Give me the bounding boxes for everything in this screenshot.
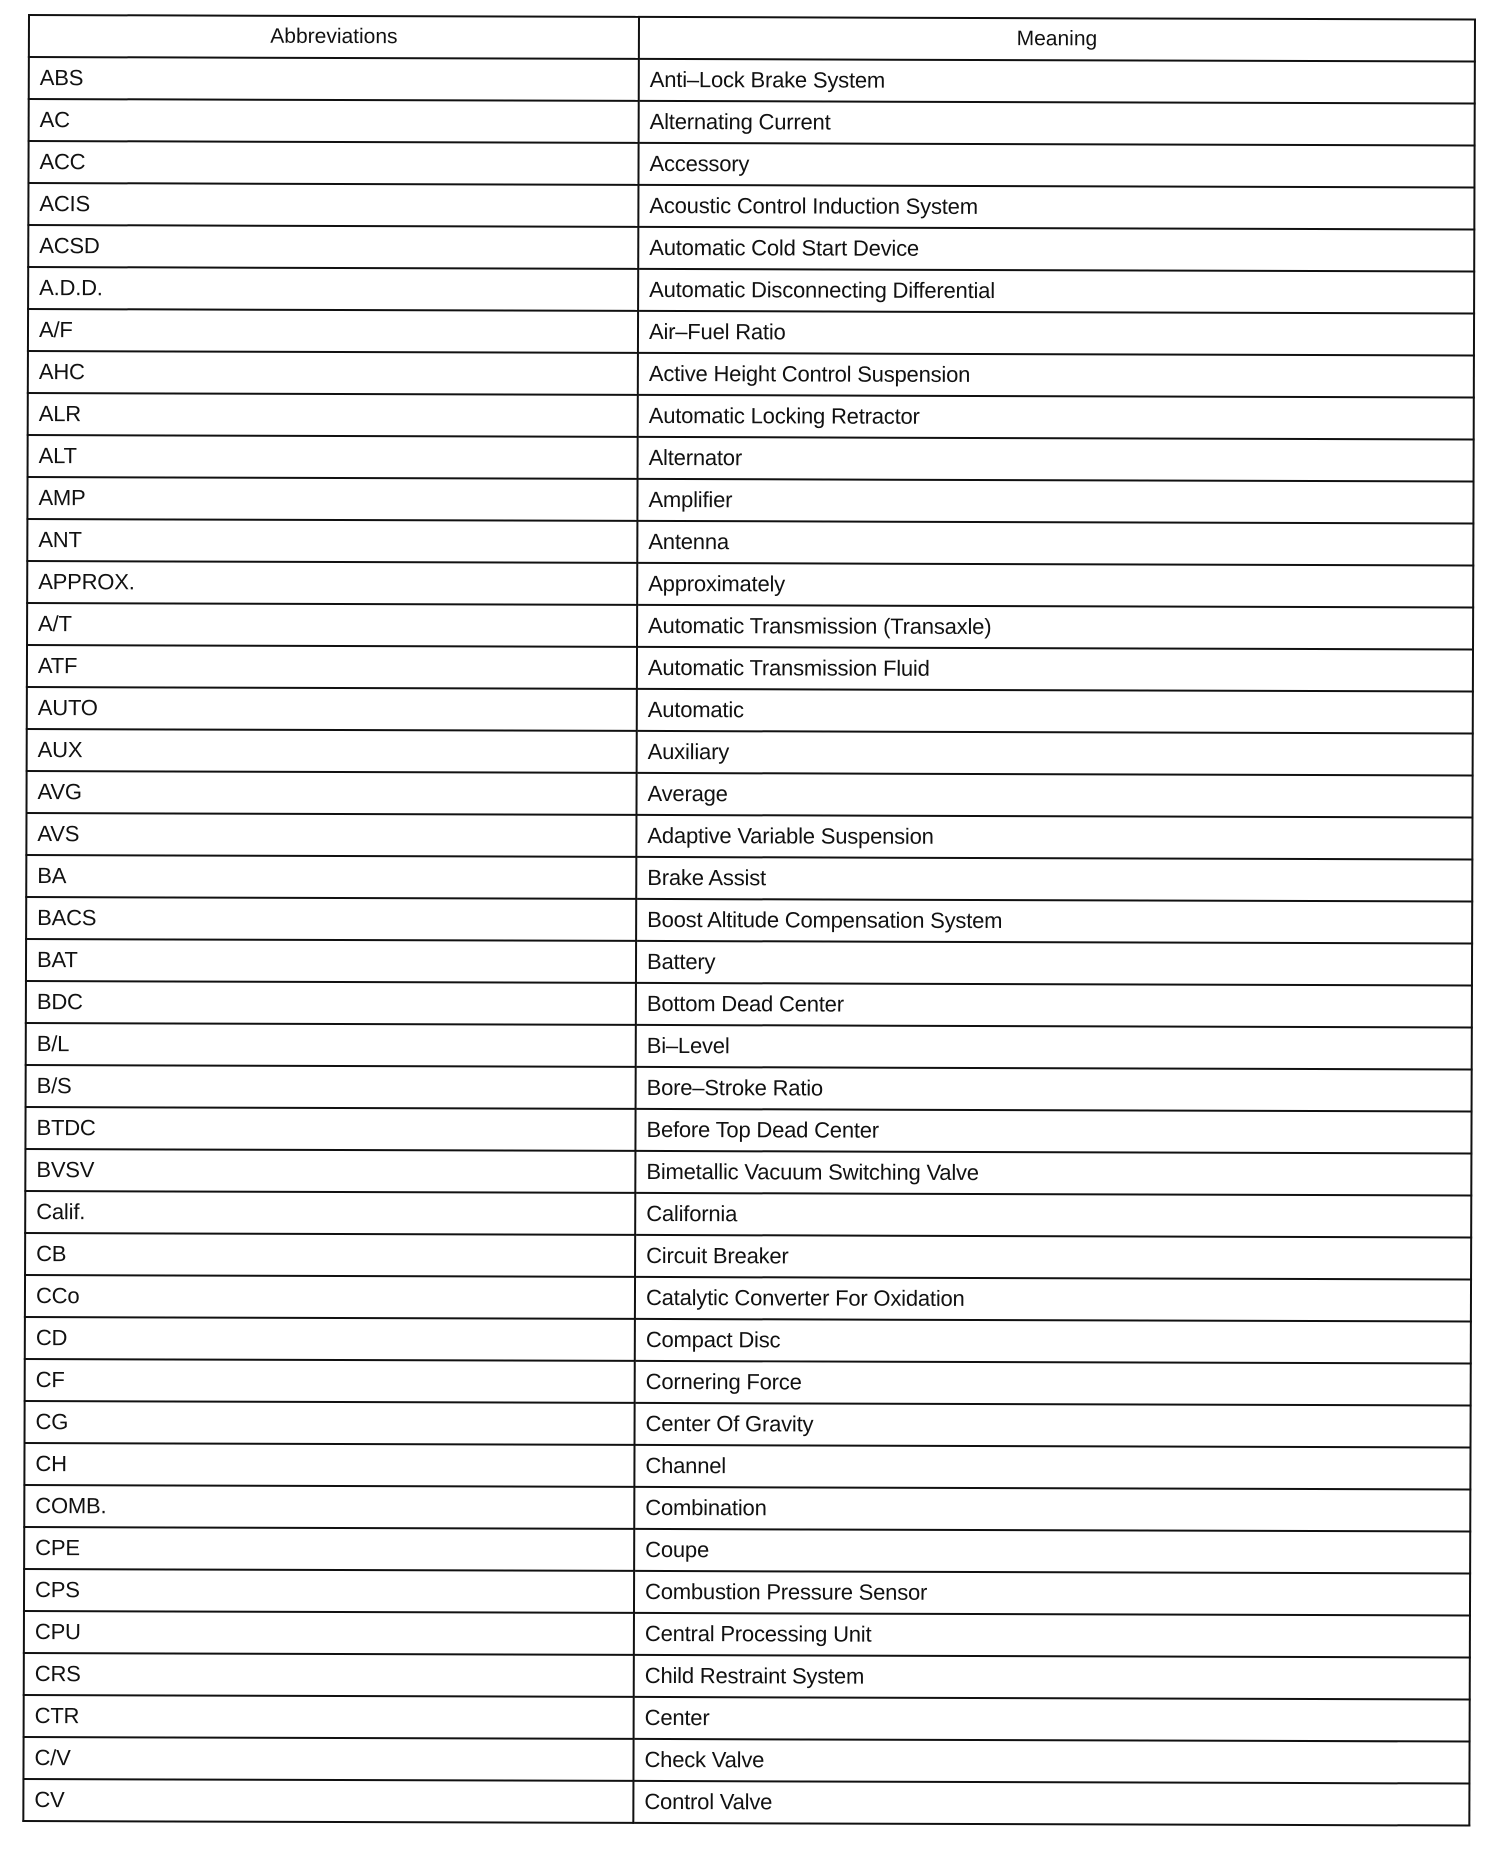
abbreviation-cell: CPU [24,1611,634,1655]
meaning-cell: Control Valve [633,1781,1469,1826]
table-row [27,561,1473,608]
abbreviation-cell: CTR [24,1695,634,1739]
meaning-cell: Center Of Gravity [635,1403,1471,1448]
table-row [27,603,1473,650]
table-row [25,1191,1471,1238]
table-row [23,1779,1469,1826]
meaning-cell: Adaptive Variable Suspension [636,815,1472,860]
table-row [26,897,1472,944]
table-row [24,1485,1470,1532]
abbreviation-cell: CB [25,1233,635,1277]
table-row [24,1695,1470,1742]
table-row [25,1233,1471,1280]
table-row [23,1737,1469,1784]
meaning-cell: Central Processing Unit [634,1613,1470,1658]
meaning-cell: Automatic Transmission (Transaxle) [637,605,1473,650]
table-row [25,1149,1471,1196]
meaning-cell: Air–Fuel Ratio [638,311,1474,356]
meaning-cell: Approximately [637,563,1473,608]
table-body [23,57,1475,1826]
abbreviation-cell: CF [25,1359,635,1403]
meaning-cell: Active Height Control Suspension [638,353,1474,398]
table-row [29,99,1475,146]
table-row [26,981,1472,1028]
meaning-cell: Compact Disc [635,1319,1471,1364]
abbreviation-cell: A/F [28,309,638,353]
abbreviation-cell: BA [26,855,636,899]
abbreviation-cell: CPE [24,1527,634,1571]
abbreviation-cell: ATF [27,645,637,689]
table-row [26,771,1472,818]
table-row [24,1443,1470,1490]
meaning-cell: Child Restraint System [634,1655,1470,1700]
meaning-cell: Automatic Disconnecting Differential [638,269,1474,314]
abbreviation-cell: BAT [26,939,636,983]
table-row [26,1065,1472,1112]
abbreviation-cell: AHC [28,351,638,395]
abbreviation-cell: CD [25,1317,635,1361]
table-row [24,1611,1470,1658]
abbreviation-cell: CPS [24,1569,634,1613]
meaning-cell: Bottom Dead Center [636,983,1472,1028]
abbreviation-cell: COMB. [24,1485,634,1529]
abbreviation-cell: ABS [29,57,639,101]
table-row [27,645,1473,692]
abbreviation-cell: AUX [27,729,637,773]
table-row [24,1569,1470,1616]
abbreviation-cell: C/V [23,1737,633,1781]
abbreviation-cell: AVS [26,813,636,857]
table-header-row [29,15,1475,62]
meaning-cell: Catalytic Converter For Oxidation [635,1277,1471,1322]
meaning-cell: Alternator [638,437,1474,482]
meaning-cell: Anti–Lock Brake System [639,59,1475,104]
abbreviation-cell: BACS [26,897,636,941]
abbreviation-cell: BDC [26,981,636,1025]
table-row [25,1317,1471,1364]
abbreviation-cell: CV [23,1779,633,1823]
meaning-cell: Combination [634,1487,1470,1532]
meaning-cell: Automatic Locking Retractor [638,395,1474,440]
table-row [28,309,1474,356]
abbreviation-cell: BTDC [25,1107,635,1151]
meaning-cell: Cornering Force [635,1361,1471,1406]
abbreviation-cell: ANT [27,519,637,563]
abbreviation-cell: A/T [27,603,637,647]
meaning-cell: Boost Altitude Compensation System [636,899,1472,944]
abbreviation-cell: B/L [26,1023,636,1067]
table-row [26,813,1472,860]
abbreviation-cell: AVG [26,771,636,815]
table-row [27,729,1473,776]
meaning-cell: Acoustic Control Induction System [638,185,1474,230]
meaning-cell: Antenna [637,521,1473,566]
meaning-cell: Automatic [637,689,1473,734]
header-meaning: Meaning [639,17,1475,62]
table-row [26,855,1472,902]
table-row [28,183,1474,230]
table-row [25,1401,1471,1448]
abbreviation-cell: ACIS [28,183,638,227]
meaning-cell: Coupe [634,1529,1470,1574]
table-row [25,1359,1471,1406]
table-row [28,435,1474,482]
table-row [27,477,1473,524]
header-abbreviations: Abbreviations [29,15,639,59]
table-row [28,393,1474,440]
table-row [28,225,1474,272]
meaning-cell: Automatic Transmission Fluid [637,647,1473,692]
abbreviation-cell: Calif. [25,1191,635,1235]
table-row [25,1275,1471,1322]
meaning-cell: Alternating Current [639,101,1475,146]
abbreviation-cell: AMP [27,477,637,521]
table-row [27,519,1473,566]
table-row [28,351,1474,398]
abbreviation-cell: CG [25,1401,635,1445]
meaning-cell: Brake Assist [636,857,1472,902]
table-row [26,939,1472,986]
table-row [28,267,1474,314]
meaning-cell: Accessory [638,143,1474,188]
abbreviation-cell: AC [29,99,639,143]
table-row [26,1023,1472,1070]
table-row [29,57,1475,104]
meaning-cell: Combustion Pressure Sensor [634,1571,1470,1616]
meaning-cell: Before Top Dead Center [635,1109,1471,1154]
abbreviation-cell: A.D.D. [28,267,638,311]
meaning-cell: Bimetallic Vacuum Switching Valve [635,1151,1471,1196]
meaning-cell: Check Valve [633,1739,1469,1784]
meaning-cell: California [635,1193,1471,1238]
abbreviations-table [22,14,1476,1827]
abbreviation-cell: BVSV [25,1149,635,1193]
meaning-cell: Battery [636,941,1472,986]
meaning-cell: Average [636,773,1472,818]
table-row [25,1107,1471,1154]
meaning-cell: Amplifier [637,479,1473,524]
abbreviation-cell: CH [24,1443,634,1487]
meaning-cell: Bi–Level [636,1025,1472,1070]
abbreviation-cell: APPROX. [27,561,637,605]
meaning-cell: Center [634,1697,1470,1742]
meaning-cell: Automatic Cold Start Device [638,227,1474,272]
table-row [24,1653,1470,1700]
abbreviation-cell: ACSD [28,225,638,269]
abbreviation-cell: ALR [28,393,638,437]
abbreviation-cell: AUTO [27,687,637,731]
table-row [24,1527,1470,1574]
abbreviation-cell: ALT [28,435,638,479]
abbreviation-cell: CCo [25,1275,635,1319]
abbreviation-cell: ACC [28,141,638,185]
meaning-cell: Auxiliary [637,731,1473,776]
table-row [28,141,1474,188]
meaning-cell: Bore–Stroke Ratio [636,1067,1472,1112]
meaning-cell: Circuit Breaker [635,1235,1471,1280]
abbreviation-cell: B/S [26,1065,636,1109]
abbreviation-cell: CRS [24,1653,634,1697]
table-row [27,687,1473,734]
meaning-cell: Channel [634,1445,1470,1490]
